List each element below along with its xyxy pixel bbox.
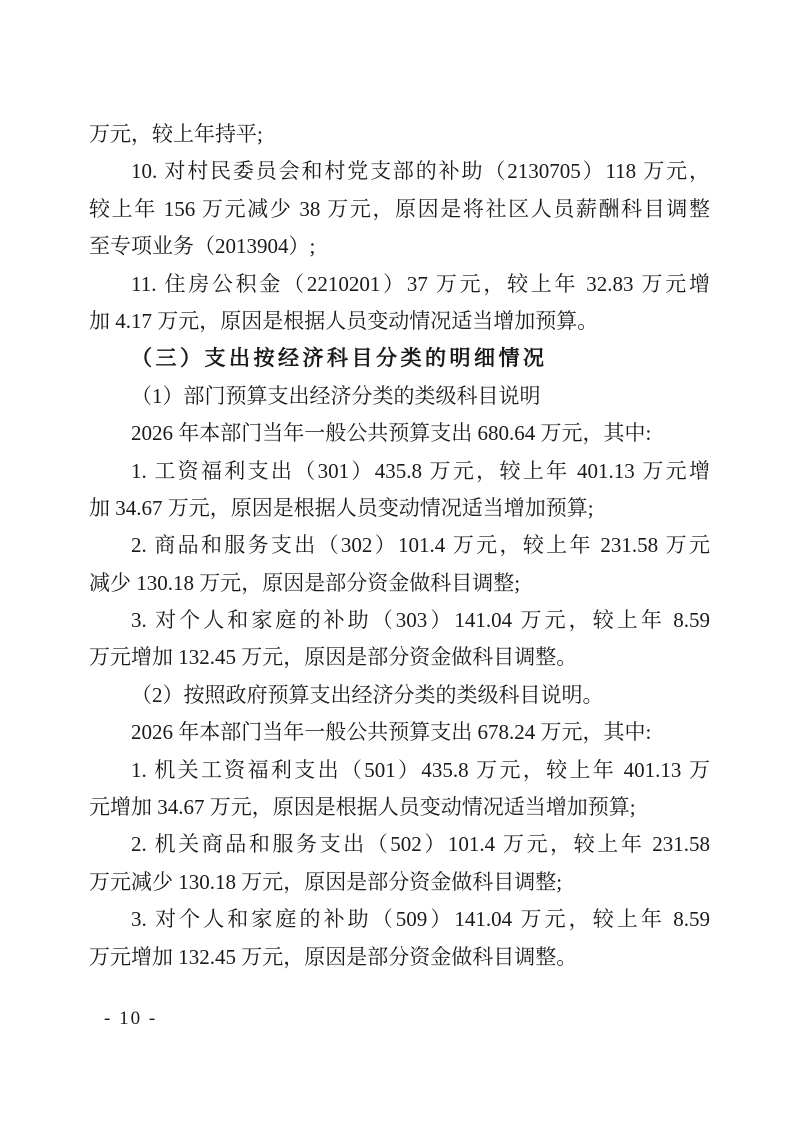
text-line: 1. 工资福利支出（301）435.8 万元，较上年 401.13 万元增 xyxy=(131,458,710,483)
text-line: 3. 对个人和家庭的补助（303）141.04 万元，较上年 8.59 xyxy=(131,608,710,633)
text-line: 万元，较上年持平; xyxy=(89,122,263,146)
section-heading: （三）支出按经济科目分类的明细情况 xyxy=(131,346,548,371)
text-line: （1）部门预算支出经济分类的类级科目说明 xyxy=(131,383,541,408)
page-number: - 10 - xyxy=(104,1008,158,1029)
text-line: 较上年 156 万元减少 38 万元，原因是将社区人员薪酬科目调整 xyxy=(89,196,710,221)
text-line: 至专项业务（2013904）; xyxy=(89,234,316,259)
text-line: 10. 对村民委员会和村党支部的补助（2130705）118 万元， xyxy=(131,159,710,184)
text-line: 万元增加 132.45 万元，原因是部分资金做科目调整。 xyxy=(89,645,578,670)
text-line: 元增加 34.67 万元，原因是根据人员变动情况适当增加预算; xyxy=(89,795,636,820)
text-line: 1. 机关工资福利支出（501）435.8 万元，较上年 401.13 万 xyxy=(131,757,710,782)
text-line: 减少 130.18 万元，原因是部分资金做科目调整; xyxy=(89,570,521,595)
text-line: 万元增加 132.45 万元，原因是部分资金做科目调整。 xyxy=(89,944,578,969)
text-block xyxy=(89,116,710,976)
text-line: 加 34.67 万元，原因是根据人员变动情况适当增加预算; xyxy=(89,495,594,520)
text-line: 11. 住房公积金（2210201）37 万元，较上年 32.83 万元增 xyxy=(131,271,710,296)
text-line: 2. 机关商品和服务支出（502）101.4 万元，较上年 231.58 xyxy=(131,832,710,857)
text-line: 2. 商品和服务支出（302）101.4 万元，较上年 231.58 万元 xyxy=(131,533,710,558)
text-line: （2）按照政府预算支出经济分类的类级科目说明。 xyxy=(131,682,604,707)
text-line: 万元减少 130.18 万元，原因是部分资金做科目调整; xyxy=(89,869,563,894)
text-line: 2026 年本部门当年一般公共预算支出 678.24 万元，其中: xyxy=(131,720,652,745)
text-line: 加 4.17 万元，原因是根据人员变动情况适当增加预算。 xyxy=(89,308,599,333)
text-line: 2026 年本部门当年一般公共预算支出 680.64 万元，其中: xyxy=(131,421,652,446)
text-line: 3. 对个人和家庭的补助（509）141.04 万元，较上年 8.59 xyxy=(131,907,710,932)
